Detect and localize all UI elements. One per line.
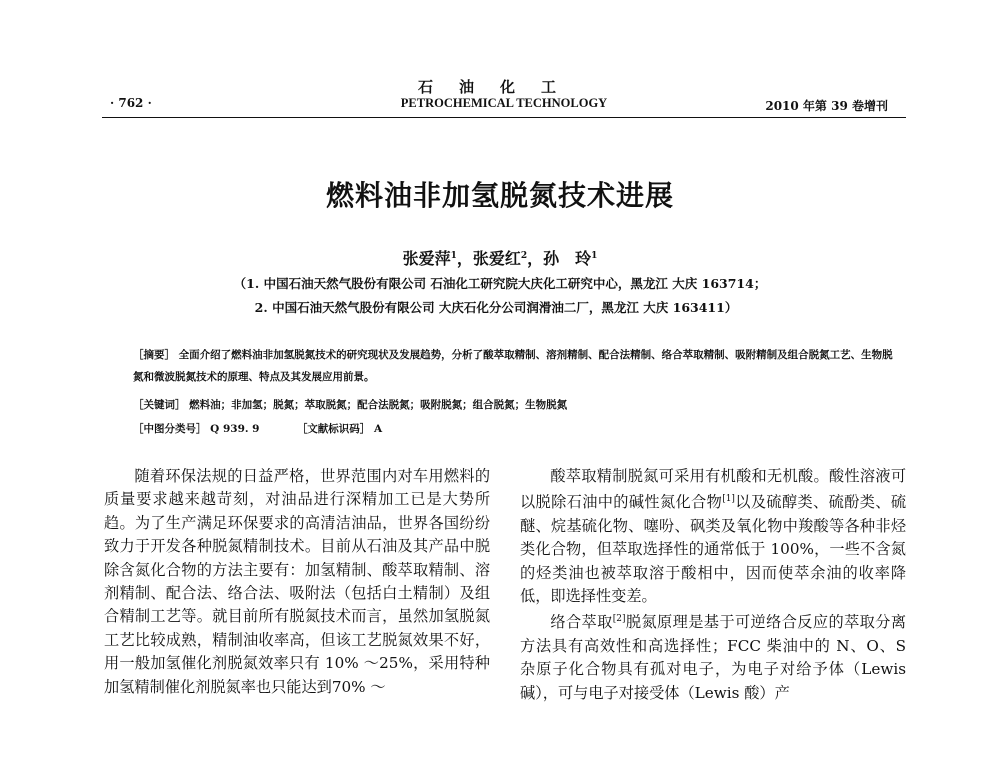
clc-value: Q 939. 9 (210, 423, 260, 435)
affiliation-1: （1. 中国石油天然气股份有限公司 石油化工研究院大庆化工研究中心，黑龙江 大庆 163714； (233, 276, 767, 291)
affiliation-2: 2. 中国石油天然气股份有限公司 大庆石化分公司润滑油二厂，黑龙江 大庆 163411） (254, 300, 738, 315)
body-column-right (520, 465, 906, 705)
keywords (133, 394, 893, 416)
author-name: 张爱萍 (402, 249, 451, 268)
author-affil-mark: 1 (591, 251, 598, 261)
abstract-text: 全面介绍了燃料油非加氢脱氮技术的研究现状及发展趋势，分析了酸萃取精制、溶剂精制、配合法精制、络合萃取精制、吸附精制及组合脱氮工艺、生物脱氮和微波脱氮技术的原理、特点及其发展应用前景。 (133, 349, 893, 383)
keywords-label: ［关键词］ (133, 399, 186, 411)
author-affil-mark: 2 (520, 251, 528, 261)
body-text: 脱氮原理是基于可逆络合反应的萃取分离方法具有高效性和高选择性；FCC 柴油中的 N、O、S 杂原子化合物具有孤对电子，为电子对给予体（Lewis 碱），可与电子对接受体（Lewis 酸）产 (520, 613, 907, 702)
author-affil-mark: 1 (450, 251, 457, 261)
body-paragraph (520, 465, 906, 608)
issue-label: 2010 年第 39 卷增刊 (765, 99, 888, 113)
author-name: 张爱红 (472, 249, 521, 268)
body-text: 以及硫醇类、硫酚类、硫醚、烷基硫化物、噻吩、砜类及氧化物中羧酸等各种非烃类化合物，但萃取选择性的通常低于 100%，一些不含氮的烃类油也被萃取溶于酸相中，因而使萃余油的收率降低，即选择性变差。 (520, 493, 907, 606)
doc-code-label: ［文献标识码］ (296, 423, 371, 435)
body-paragraph (520, 608, 906, 705)
clc-label: ［中图分类号］ (133, 423, 207, 435)
abstract-label: ［摘要］ (133, 349, 175, 361)
citation-ref: [1] (722, 494, 735, 505)
body-paragraph: 随着环保法规的日益严格，世界范围内对车用燃料的质量要求越来越苛刻，对油品进行深精加工已是大势所趋。为了生产满足环保要求的高清洁油品，世界各国纷纷致力于开发各种脱氮精制技术。目前从石油及其产品中脱除含氮化合物的方法主要有：加氢精制、酸萃取精制、溶剂精制、配合法、络合法、吸附法（包括白土精制）及组合精制工艺等。就目前所有脱氮技术而言，虽然加氢脱氮工艺比较成熟，精制油收率高，但该工艺脱氮效果不好，用一般加氢催化剂脱氮效率只有 10% ～25%，采用特种加氢精制催化剂脱氮率也只能达到70% ～ (104, 467, 490, 696)
body-column-left (104, 465, 490, 699)
author-name: 孙 玲 (543, 249, 592, 268)
running-header (102, 96, 906, 114)
author-list: 张爱萍$^1$，张爱红$^2$，孙 玲$^1$ (402, 249, 598, 268)
keywords-text: 燃料油；非加氢；脱氮；萃取脱氮；配合法脱氮；吸附脱氮；组合脱氮；生物脱氮 (189, 399, 568, 411)
body-text: 络合萃取 (550, 613, 613, 632)
article-title: 燃料油非加氢脱氮技术进展 (325, 179, 674, 212)
header-rule (102, 117, 906, 118)
page-number: · 762 · (110, 96, 152, 110)
journal-title-en: PETROCHEMICAL TECHNOLOGY (400, 96, 608, 110)
classification (133, 418, 893, 440)
abstract (133, 344, 893, 388)
body-text: 酸萃取精制脱氮可采用有机酸和无机酸。酸性溶液可以脱除石油中的碱性氮化合物 (520, 467, 906, 512)
journal-title-cn: 石油化工 (417, 78, 582, 96)
doc-code-value: A (373, 423, 383, 435)
citation-ref: [2] (612, 614, 626, 625)
